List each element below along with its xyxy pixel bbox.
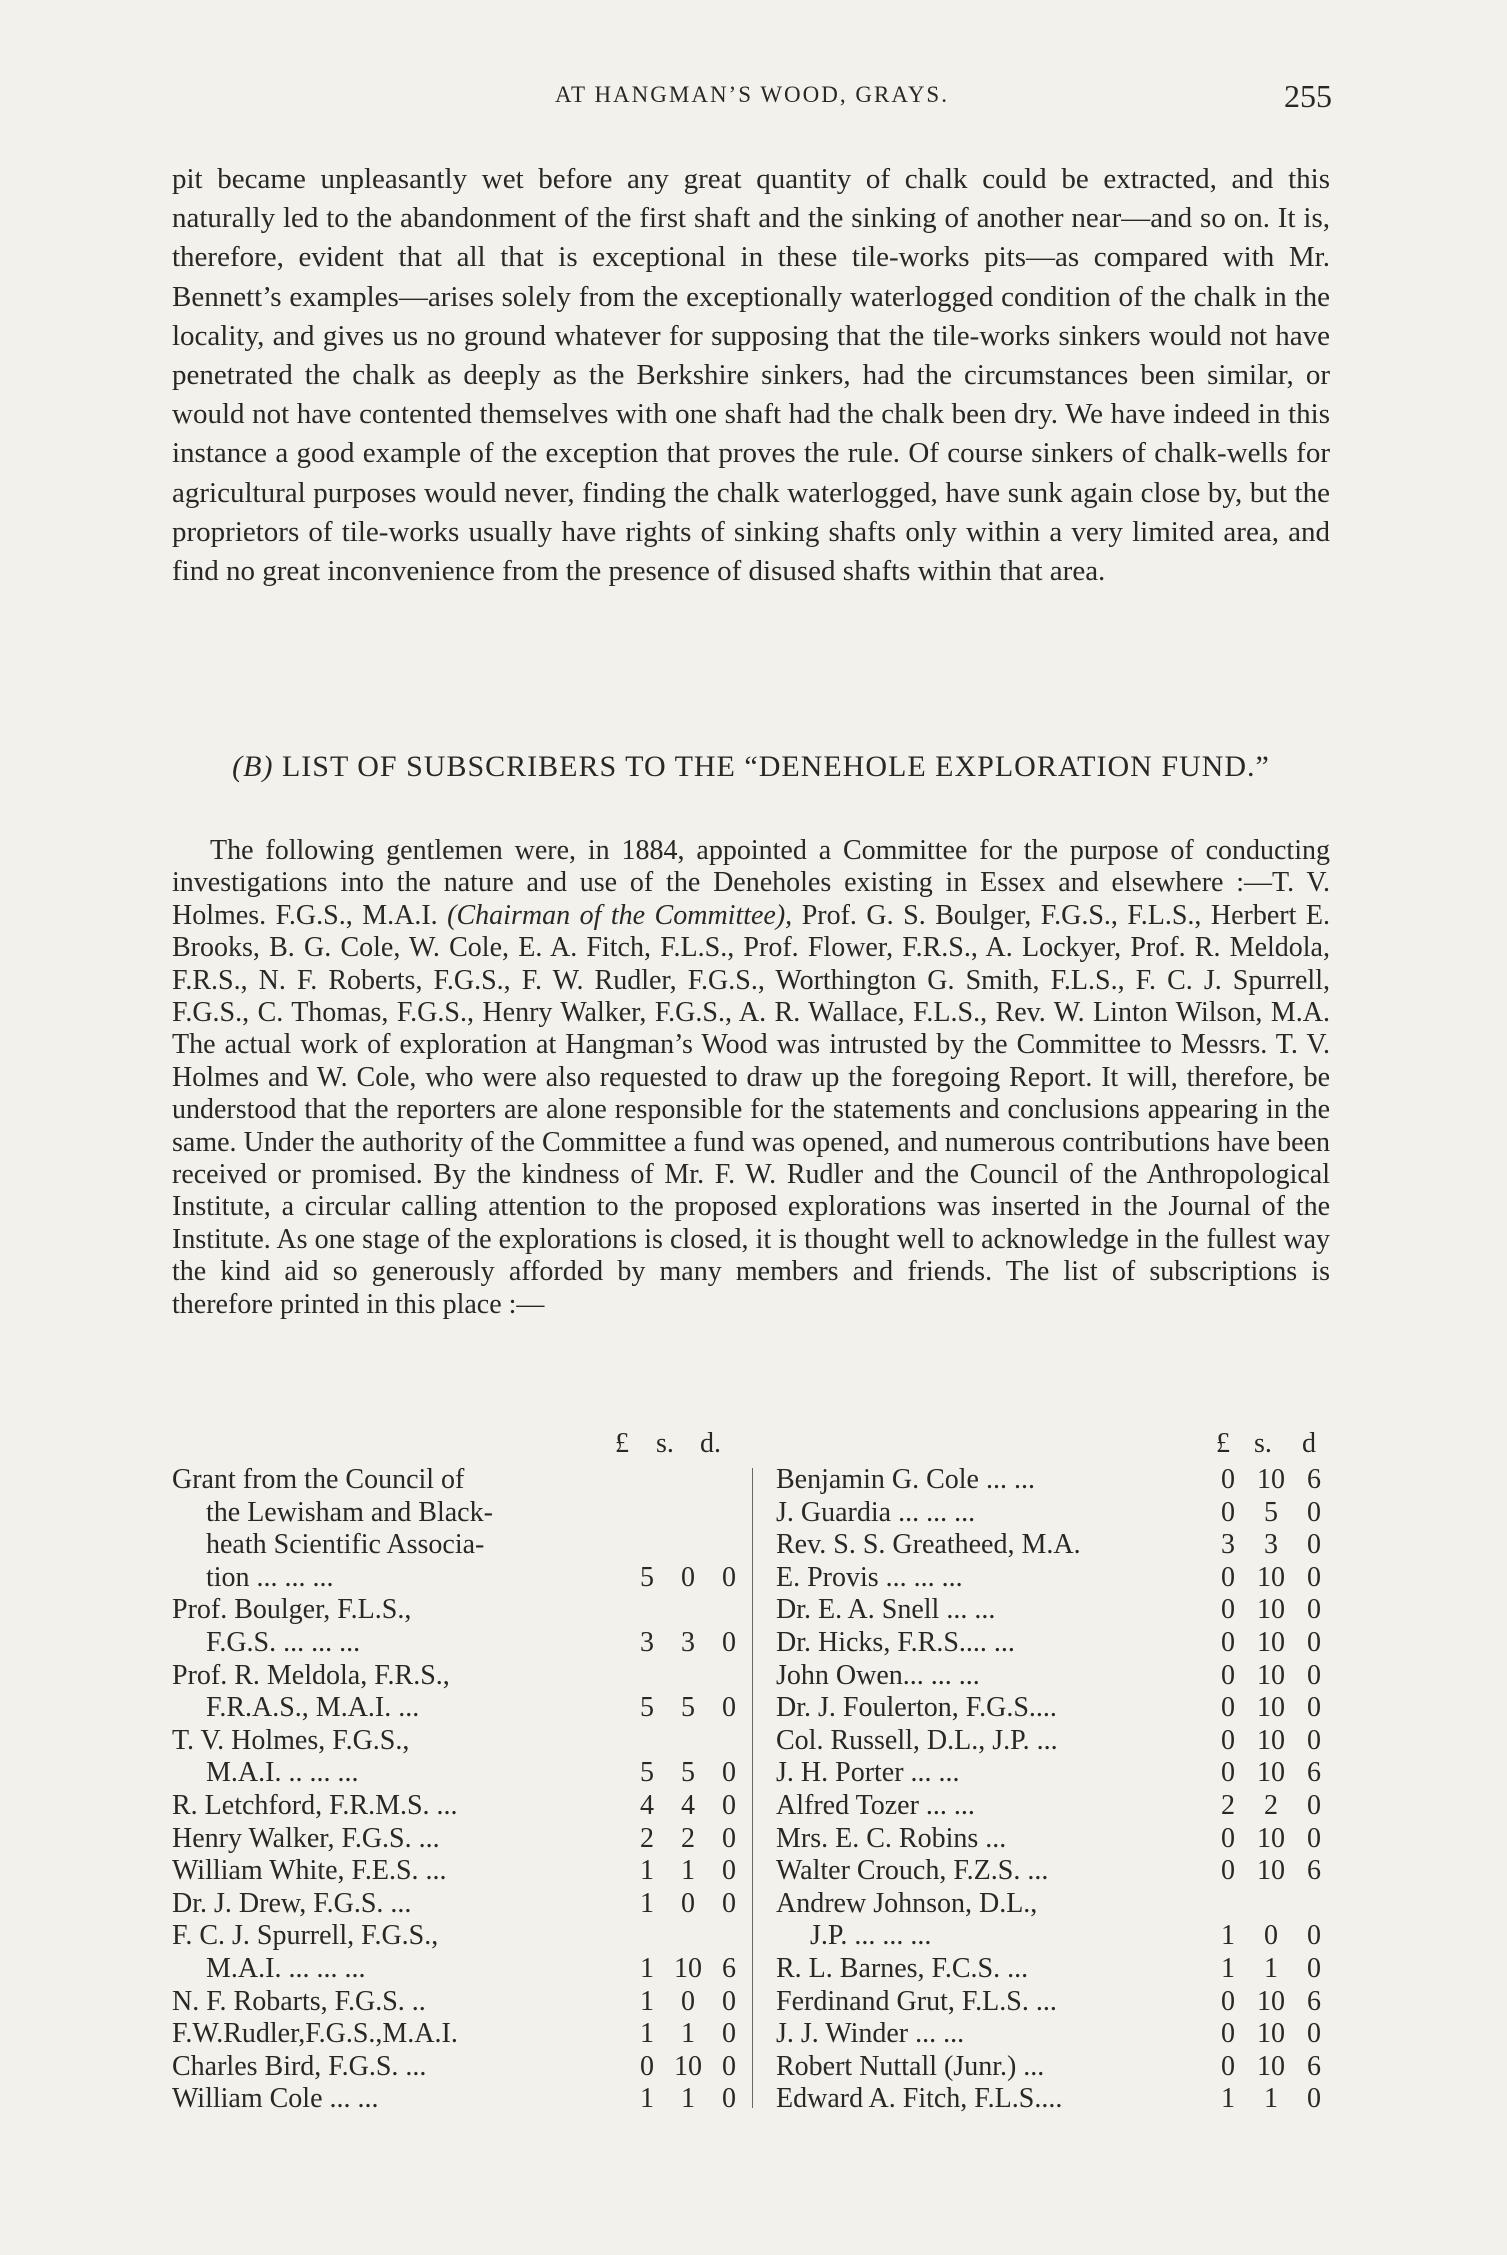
subscription-amount <box>629 1986 747 2019</box>
subscriber-name: William Cole ... ... <box>172 2083 379 2115</box>
right-shillings-header: s. <box>1254 1428 1272 1459</box>
subscriptions-left-column <box>172 1428 747 2116</box>
subscription-entry <box>172 1660 747 1725</box>
subscription-entry <box>172 2018 747 2051</box>
subscriber-name: Mrs. E. C. Robins ... <box>776 1822 1007 1854</box>
amount-shillings: 2 <box>1264 1789 1278 1821</box>
amount-pounds: 1 <box>640 1952 654 1984</box>
subscription-amount <box>1210 1497 1332 1530</box>
subscriber-name: E. Provis ... ... ... <box>776 1561 963 1593</box>
subscriber-name: Dr. E. A. Snell ... ... <box>776 1594 996 1626</box>
amount-pence: 6 <box>1307 1757 1321 1789</box>
subscription-amount <box>1210 1757 1332 1790</box>
subscription-entry <box>776 1725 1332 1758</box>
subscription-amount <box>1210 1986 1332 2019</box>
amount-shillings: 1 <box>681 2018 695 2050</box>
amount-pence: 0 <box>1307 1692 1321 1724</box>
amount-pounds: 0 <box>640 2050 654 2082</box>
left-money-header <box>172 1428 747 1464</box>
subscriber-name: John Owen... ... ... <box>776 1659 980 1691</box>
amount-pounds: 0 <box>1221 1496 1235 1528</box>
amount-shillings: 10 <box>1257 1626 1285 1658</box>
amount-shillings: 10 <box>674 2050 702 2082</box>
subscription-amount <box>629 1790 747 1823</box>
intro-chairman: (Chairman of the Committee), <box>447 899 793 931</box>
amount-pounds: 4 <box>640 1789 654 1821</box>
amount-pence: 0 <box>722 2050 736 2082</box>
amount-pence: 0 <box>1307 1659 1321 1691</box>
subscriber-name: Walter Crouch, F.Z.S. ... <box>776 1855 1049 1887</box>
amount-pounds: 1 <box>640 2018 654 2050</box>
amount-pence: 0 <box>722 1855 736 1887</box>
amount-pounds: 5 <box>640 1561 654 1593</box>
subscriber-name: J. Guardia ... ... ... <box>776 1496 976 1528</box>
amount-shillings: 0 <box>681 1887 695 1919</box>
amount-pence: 0 <box>1307 1822 1321 1854</box>
amount-pence: 0 <box>1307 1561 1321 1593</box>
running-head <box>172 78 1332 118</box>
left-shillings-header: s. <box>656 1428 674 1459</box>
subscriptions-right-column <box>776 1428 1332 2116</box>
subscriber-name: Dr. J. Foulerton, F.G.S.... <box>776 1692 1057 1724</box>
amount-pounds: 1 <box>640 1985 654 2017</box>
amount-shillings: 0 <box>681 1985 695 2017</box>
amount-pounds: 0 <box>1221 1985 1235 2017</box>
subscription-amount <box>629 1757 747 1790</box>
amount-shillings: 10 <box>1257 1822 1285 1854</box>
amount-pounds: 0 <box>1221 1659 1235 1691</box>
subscription-amount <box>629 2083 747 2116</box>
subscriber-name: Prof. Boulger, F.L.S., F.G.S. ... ... ... <box>172 1594 412 1658</box>
amount-pence: 0 <box>1307 2018 1321 2050</box>
amount-pence: 0 <box>1307 1594 1321 1626</box>
amount-shillings: 5 <box>1264 1496 1278 1528</box>
subscription-entry <box>172 1888 747 1921</box>
amount-pence: 0 <box>722 1822 736 1854</box>
subscription-entry <box>776 1529 1332 1562</box>
subscription-amount <box>1210 1855 1332 1888</box>
amount-pence: 0 <box>1307 1529 1321 1561</box>
subscriber-name: Alfred Tozer ... ... <box>776 1789 975 1821</box>
subscription-amount <box>629 1823 747 1856</box>
subscription-entry <box>776 1790 1332 1823</box>
subscription-entry <box>776 1594 1332 1627</box>
subscription-amount <box>629 1627 747 1660</box>
subscription-amount <box>1210 2051 1332 2084</box>
amount-shillings: 1 <box>1264 1952 1278 1984</box>
subscription-entry <box>172 1920 747 1985</box>
subscription-entry <box>172 2083 747 2116</box>
subscriber-name: Ferdinand Grut, F.L.S. ... <box>776 1985 1057 2017</box>
subscription-entry <box>776 1986 1332 2019</box>
intro-paragraph <box>172 835 1330 1321</box>
amount-pence: 0 <box>1307 1496 1321 1528</box>
page-number: 255 <box>1284 78 1332 114</box>
amount-pence: 6 <box>1307 1464 1321 1495</box>
subscription-amount <box>629 1953 747 1986</box>
subscription-amount <box>629 2051 747 2084</box>
right-pounds-header: £ <box>1216 1428 1230 1459</box>
amount-pence: 6 <box>1307 1855 1321 1887</box>
amount-shillings: 10 <box>1257 1464 1285 1495</box>
amount-shillings: 1 <box>681 2083 695 2115</box>
amount-pounds: 2 <box>1221 1789 1235 1821</box>
subscriber-name: F. C. J. Spurrell, F.G.S., M.A.I. ... ... ... <box>172 1920 439 1984</box>
subscriber-name: Andrew Johnson, D.L., J.P. ... ... ... <box>776 1887 1038 1952</box>
subscriber-name: Henry Walker, F.G.S. ... <box>172 1822 440 1854</box>
amount-pounds: 3 <box>640 1626 654 1658</box>
amount-pence: 0 <box>722 1626 736 1658</box>
amount-pounds: 0 <box>1221 1822 1235 1854</box>
subscription-amount <box>1210 1823 1332 1856</box>
amount-pounds: 0 <box>1221 1594 1235 1626</box>
subscription-amount <box>629 1692 747 1725</box>
amount-pounds: 0 <box>1221 1561 1235 1593</box>
amount-shillings: 2 <box>681 1822 695 1854</box>
subscription-entry <box>776 2018 1332 2051</box>
subscriber-name: William White, F.E.S. ... <box>172 1855 447 1887</box>
amount-shillings: 4 <box>681 1789 695 1821</box>
subscriber-name: R. Letchford, F.R.M.S. ... <box>172 1789 458 1821</box>
amount-pounds: 0 <box>1221 2018 1235 2050</box>
subscriber-name: N. F. Robarts, F.G.S. .. <box>172 1985 426 2017</box>
amount-pence: 0 <box>722 2018 736 2050</box>
amount-pence: 0 <box>722 1692 736 1724</box>
amount-pence: 6 <box>1307 1985 1321 2017</box>
subscription-amount <box>1210 1660 1332 1693</box>
amount-shillings: 0 <box>1264 1920 1278 1952</box>
subscription-entry <box>172 1855 747 1888</box>
subscription-entry <box>172 1790 747 1823</box>
amount-shillings: 10 <box>1257 1757 1285 1789</box>
subscription-amount <box>1210 1725 1332 1758</box>
subscriber-name: Charles Bird, F.G.S. ... <box>172 2050 427 2082</box>
amount-pence: 0 <box>1307 1952 1321 1984</box>
amount-pence: 0 <box>1307 1920 1321 1952</box>
subscriber-name: Grant from the Council of the Lewisham and Black- heath Scientific Associa- tion ... ... ... <box>172 1464 493 1593</box>
subscription-entry <box>776 1888 1332 1953</box>
amount-pounds: 5 <box>640 1692 654 1724</box>
amount-pence: 0 <box>1307 2083 1321 2115</box>
amount-pounds: 0 <box>1221 1464 1235 1495</box>
amount-pence: 6 <box>722 1952 736 1984</box>
amount-pence: 6 <box>1307 2050 1321 2082</box>
subscriber-name: Edward A. Fitch, F.L.S.... <box>776 2083 1063 2115</box>
right-money-header <box>776 1428 1332 1464</box>
subscription-entry <box>172 1594 747 1659</box>
subscription-entry <box>172 1725 747 1790</box>
running-title: AT HANGMAN’S WOOD, GRAYS. <box>555 82 949 107</box>
subscription-amount <box>1210 1627 1332 1660</box>
amount-shillings: 5 <box>681 1757 695 1789</box>
subscription-entry <box>172 2051 747 2084</box>
subscription-entry <box>776 2083 1332 2116</box>
subscription-amount <box>1210 2083 1332 2116</box>
amount-pounds: 0 <box>1221 1724 1235 1756</box>
subscription-entry <box>776 1953 1332 1986</box>
subscription-entry <box>776 2051 1332 2084</box>
amount-pounds: 0 <box>1221 2050 1235 2082</box>
amount-shillings: 1 <box>1264 2083 1278 2115</box>
column-divider <box>752 1468 753 2108</box>
amount-shillings: 10 <box>1257 1594 1285 1626</box>
amount-shillings: 5 <box>681 1692 695 1724</box>
amount-pence: 0 <box>722 1789 736 1821</box>
subscription-amount <box>1210 2018 1332 2051</box>
subscription-amount <box>1210 1562 1332 1595</box>
subscription-entry <box>776 1497 1332 1530</box>
amount-shillings: 10 <box>1257 1659 1285 1691</box>
right-pence-header: d <box>1302 1428 1316 1459</box>
amount-pence: 0 <box>722 1757 736 1789</box>
amount-pounds: 1 <box>1221 1920 1235 1952</box>
subscription-amount <box>629 2018 747 2051</box>
amount-shillings: 10 <box>1257 2018 1285 2050</box>
amount-pence: 0 <box>1307 1789 1321 1821</box>
subscription-amount <box>1210 1920 1332 1953</box>
amount-shillings: 10 <box>674 1952 702 1984</box>
amount-pounds: 0 <box>1221 1692 1235 1724</box>
amount-shillings: 0 <box>681 1561 695 1593</box>
amount-pence: 0 <box>1307 1626 1321 1658</box>
subscriber-name: Robert Nuttall (Junr.) ... <box>776 2050 1045 2082</box>
subscription-entry <box>776 1562 1332 1595</box>
amount-pounds: 1 <box>640 1855 654 1887</box>
subscription-entry <box>776 1855 1332 1888</box>
amount-shillings: 1 <box>681 1855 695 1887</box>
subscription-amount <box>1210 1790 1332 1823</box>
subscriber-name: J. H. Porter ... ... <box>776 1757 960 1789</box>
amount-shillings: 3 <box>681 1626 695 1658</box>
subscription-amount <box>1210 1594 1332 1627</box>
amount-pounds: 3 <box>1221 1529 1235 1561</box>
subscriber-name: Col. Russell, D.L., J.P. ... <box>776 1724 1058 1756</box>
subscriber-name: T. V. Holmes, F.G.S., M.A.I. .. ... ... <box>172 1724 410 1789</box>
subscription-entry <box>776 1464 1332 1497</box>
section-marker: (B) <box>232 750 274 783</box>
subscription-entry <box>172 1823 747 1856</box>
amount-pounds: 0 <box>1221 1855 1235 1887</box>
left-pence-header: d. <box>700 1428 721 1459</box>
subscriber-name: Benjamin G. Cole ... ... <box>776 1464 1035 1495</box>
amount-shillings: 10 <box>1257 1985 1285 2017</box>
subscription-amount <box>1210 1464 1332 1497</box>
left-pounds-header: £ <box>615 1428 629 1459</box>
subscriber-name: Rev. S. S. Greatheed, M.A. <box>776 1529 1081 1561</box>
subscription-entry <box>776 1823 1332 1856</box>
subscription-amount <box>1210 1529 1332 1562</box>
amount-pounds: 1 <box>1221 1952 1235 1984</box>
subscriber-name: F.W.Rudler,F.G.S.,M.A.I. <box>172 2018 458 2050</box>
subscription-amount <box>1210 1953 1332 1986</box>
subscriber-name: R. L. Barnes, F.C.S. ... <box>776 1952 1029 1984</box>
subscriber-name: Dr. J. Drew, F.G.S. ... <box>172 1887 412 1919</box>
amount-pounds: 0 <box>1221 1626 1235 1658</box>
body-paragraph: pit became unpleasantly wet before any great quantity of chalk could be extracted, and this naturally led to the abandonment of the first shaft and the sinking of another near—and so on. It is, therefore, evident that all that is exceptional in these tile-works pits—as compared with Mr. Bennett’s examples—arises solely from the exceptionally waterlogged condition of the chalk in the locality, and gives us no ground whatever for supposing that the tile-works sinkers would not have penetrated the chalk as deeply as the Berkshire sinkers, had the circumstances been similar, or would not have contented themselves with one shaft had the chalk been dry. We have indeed in this instance a good example of the exception that proves the rule. Of course sinkers of chalk-wells for agricultural purposes would never, finding the chalk waterlogged, have sunk again close by, but the proprietors of tile-works usually have rights of sinking shafts only within a very limited area, and find no great inconvenience from the presence of disused shafts within that area. <box>172 163 1330 588</box>
amount-pounds: 1 <box>640 1887 654 1919</box>
intro-part-2: Prof. G. S. Boulger, F.G.S., F.L.S., Herbert E. Brooks, B. G. Cole, W. Cole, E. A. Fitch, F.L.S., Prof. Flower, F.R.S., A. Lockyer, Prof. R. Meldola, F.R.S., N. F. Roberts, F.G.S., F. W. Rudler, F.G.S., Worthington G. Smith, F.L.S., F. C. J. Spurrell, F.G.S., C. Thomas, F.G.S., Henry Walker, F.G.S., A. R. Wallace, F.L.S., Rev. W. Linton Wilson, M.A. The actual work of exploration at Hangman’s Wood was intrusted by the Committee to Messrs. T. V. Holmes and W. Cole, who were also requested to draw up the foregoing Report. It will, therefore, be understood that the reporters are alone responsible for the statements and conclusions appearing in the same. Under the authority of the Committee a fund was opened, and numerous contributions have been received or promised. By the kindness of Mr. F. W. Rudler and the Council of the Anthropological Institute, a circular calling attention to the proposed explorations was inserted in the Journal of the Institute. As one stage of the explorations is closed, it is thought well to acknowledge in the fullest way the kind aid so generously afforded by many members and friends. The list of subscriptions is therefore printed in this place :— <box>172 899 1331 1320</box>
subscription-entry <box>776 1692 1332 1725</box>
amount-pounds: 1 <box>1221 2083 1235 2115</box>
subscription-amount <box>1210 1692 1332 1725</box>
subscriber-name: Dr. Hicks, F.R.S.... ... <box>776 1626 1015 1658</box>
section-heading-text: LIST OF SUBSCRIBERS TO THE “DENEHOLE EXPLORATION FUND.” <box>281 750 1270 783</box>
amount-pounds: 2 <box>640 1822 654 1854</box>
subscription-amount <box>629 1888 747 1921</box>
amount-pence: 0 <box>722 1887 736 1919</box>
amount-pounds: 0 <box>1221 1757 1235 1789</box>
amount-pence: 0 <box>722 1985 736 2017</box>
right-entries <box>776 1464 1332 2116</box>
subscription-entry <box>776 1627 1332 1660</box>
subscription-amount <box>629 1562 747 1595</box>
amount-pence: 0 <box>722 2083 736 2115</box>
subscriber-name: Prof. R. Meldola, F.R.S., F.R.A.S., M.A.I. ... <box>172 1659 450 1724</box>
amount-shillings: 10 <box>1257 1561 1285 1593</box>
intro-part-1: The following gentlemen were, in 1884, appointed a Committee for the purpose of conducting investigations into the nature and use of the Deneholes existing in Essex and elsewhere :—T. V. Holmes. F.G.S., M.A.I. <box>172 835 1330 931</box>
amount-pounds: 5 <box>640 1757 654 1789</box>
subscription-entry <box>172 1464 747 1594</box>
subscriber-name: J. J. Winder ... ... <box>776 2018 965 2050</box>
amount-shillings: 10 <box>1257 1724 1285 1756</box>
subscription-amount <box>629 1855 747 1888</box>
subscription-entry <box>172 1986 747 2019</box>
amount-shillings: 10 <box>1257 2050 1285 2082</box>
section-heading <box>172 750 1330 784</box>
amount-pounds: 1 <box>640 2083 654 2115</box>
amount-shillings: 10 <box>1257 1855 1285 1887</box>
amount-pence: 0 <box>1307 1724 1321 1756</box>
amount-shillings: 3 <box>1264 1529 1278 1561</box>
amount-pence: 0 <box>722 1561 736 1593</box>
amount-shillings: 10 <box>1257 1692 1285 1724</box>
subscription-entry <box>776 1660 1332 1693</box>
left-entries <box>172 1464 747 2116</box>
subscriptions-table <box>172 1428 1332 2128</box>
subscription-entry <box>776 1757 1332 1790</box>
